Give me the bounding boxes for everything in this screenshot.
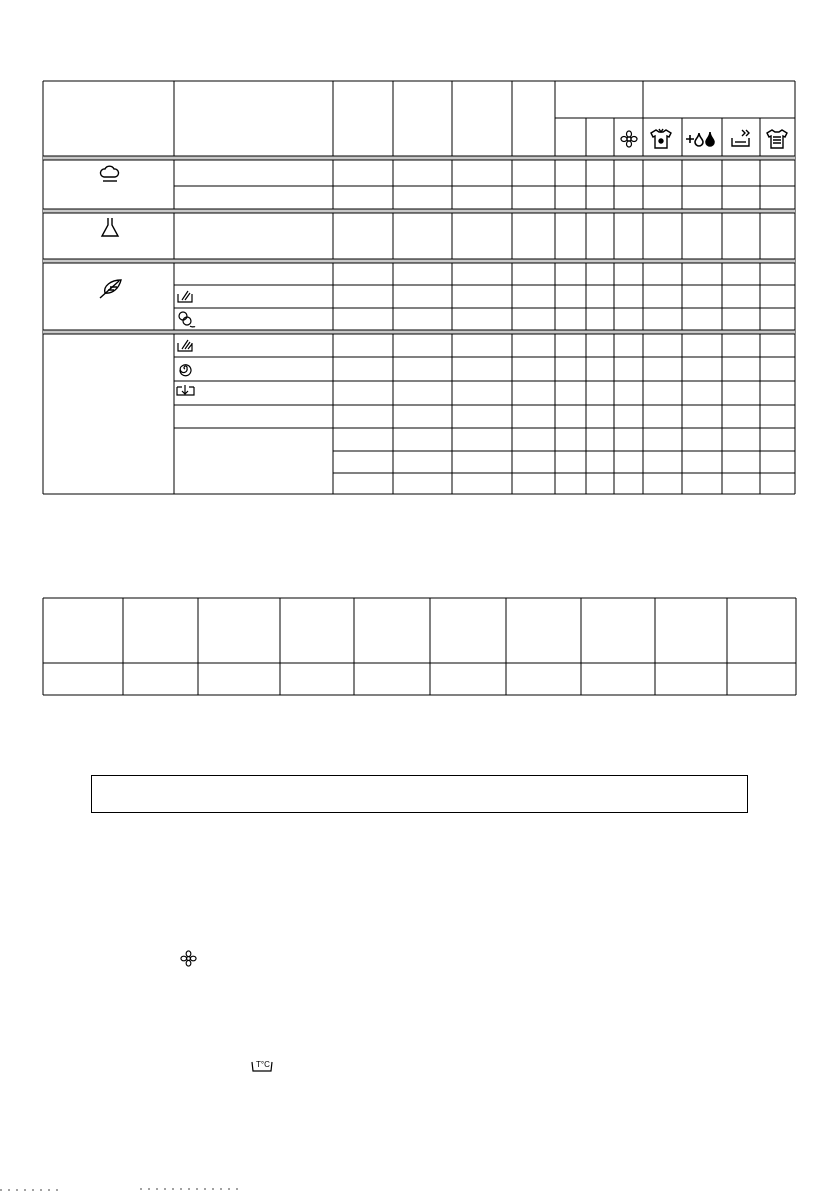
plus-water-icon (685, 130, 717, 148)
note-box (91, 775, 748, 813)
feather-icon (97, 278, 123, 300)
data-table (0, 590, 839, 705)
shirt-stain-icon (649, 128, 673, 150)
svg-text:T°C: T°C (256, 1060, 270, 1069)
spin-icon (177, 361, 193, 377)
shirt-ironing-icon (765, 128, 789, 150)
flask-icon (99, 216, 121, 238)
section-divider (43, 209, 795, 213)
cloud-icon (99, 164, 121, 184)
page-bottom-edge (0, 1186, 839, 1191)
program-table (0, 0, 839, 520)
hand-wash-icon (176, 289, 196, 304)
temperature-basin-icon (250, 1057, 274, 1073)
flower-icon (180, 950, 197, 967)
flower-icon (620, 130, 638, 148)
rinse-icon (176, 384, 196, 399)
section-divider (43, 330, 795, 334)
section-divider (43, 156, 795, 160)
quick-wash-icon (729, 128, 753, 150)
section-divider (43, 259, 795, 263)
wool-icon (176, 310, 196, 330)
hand-wash-icon (176, 338, 196, 353)
